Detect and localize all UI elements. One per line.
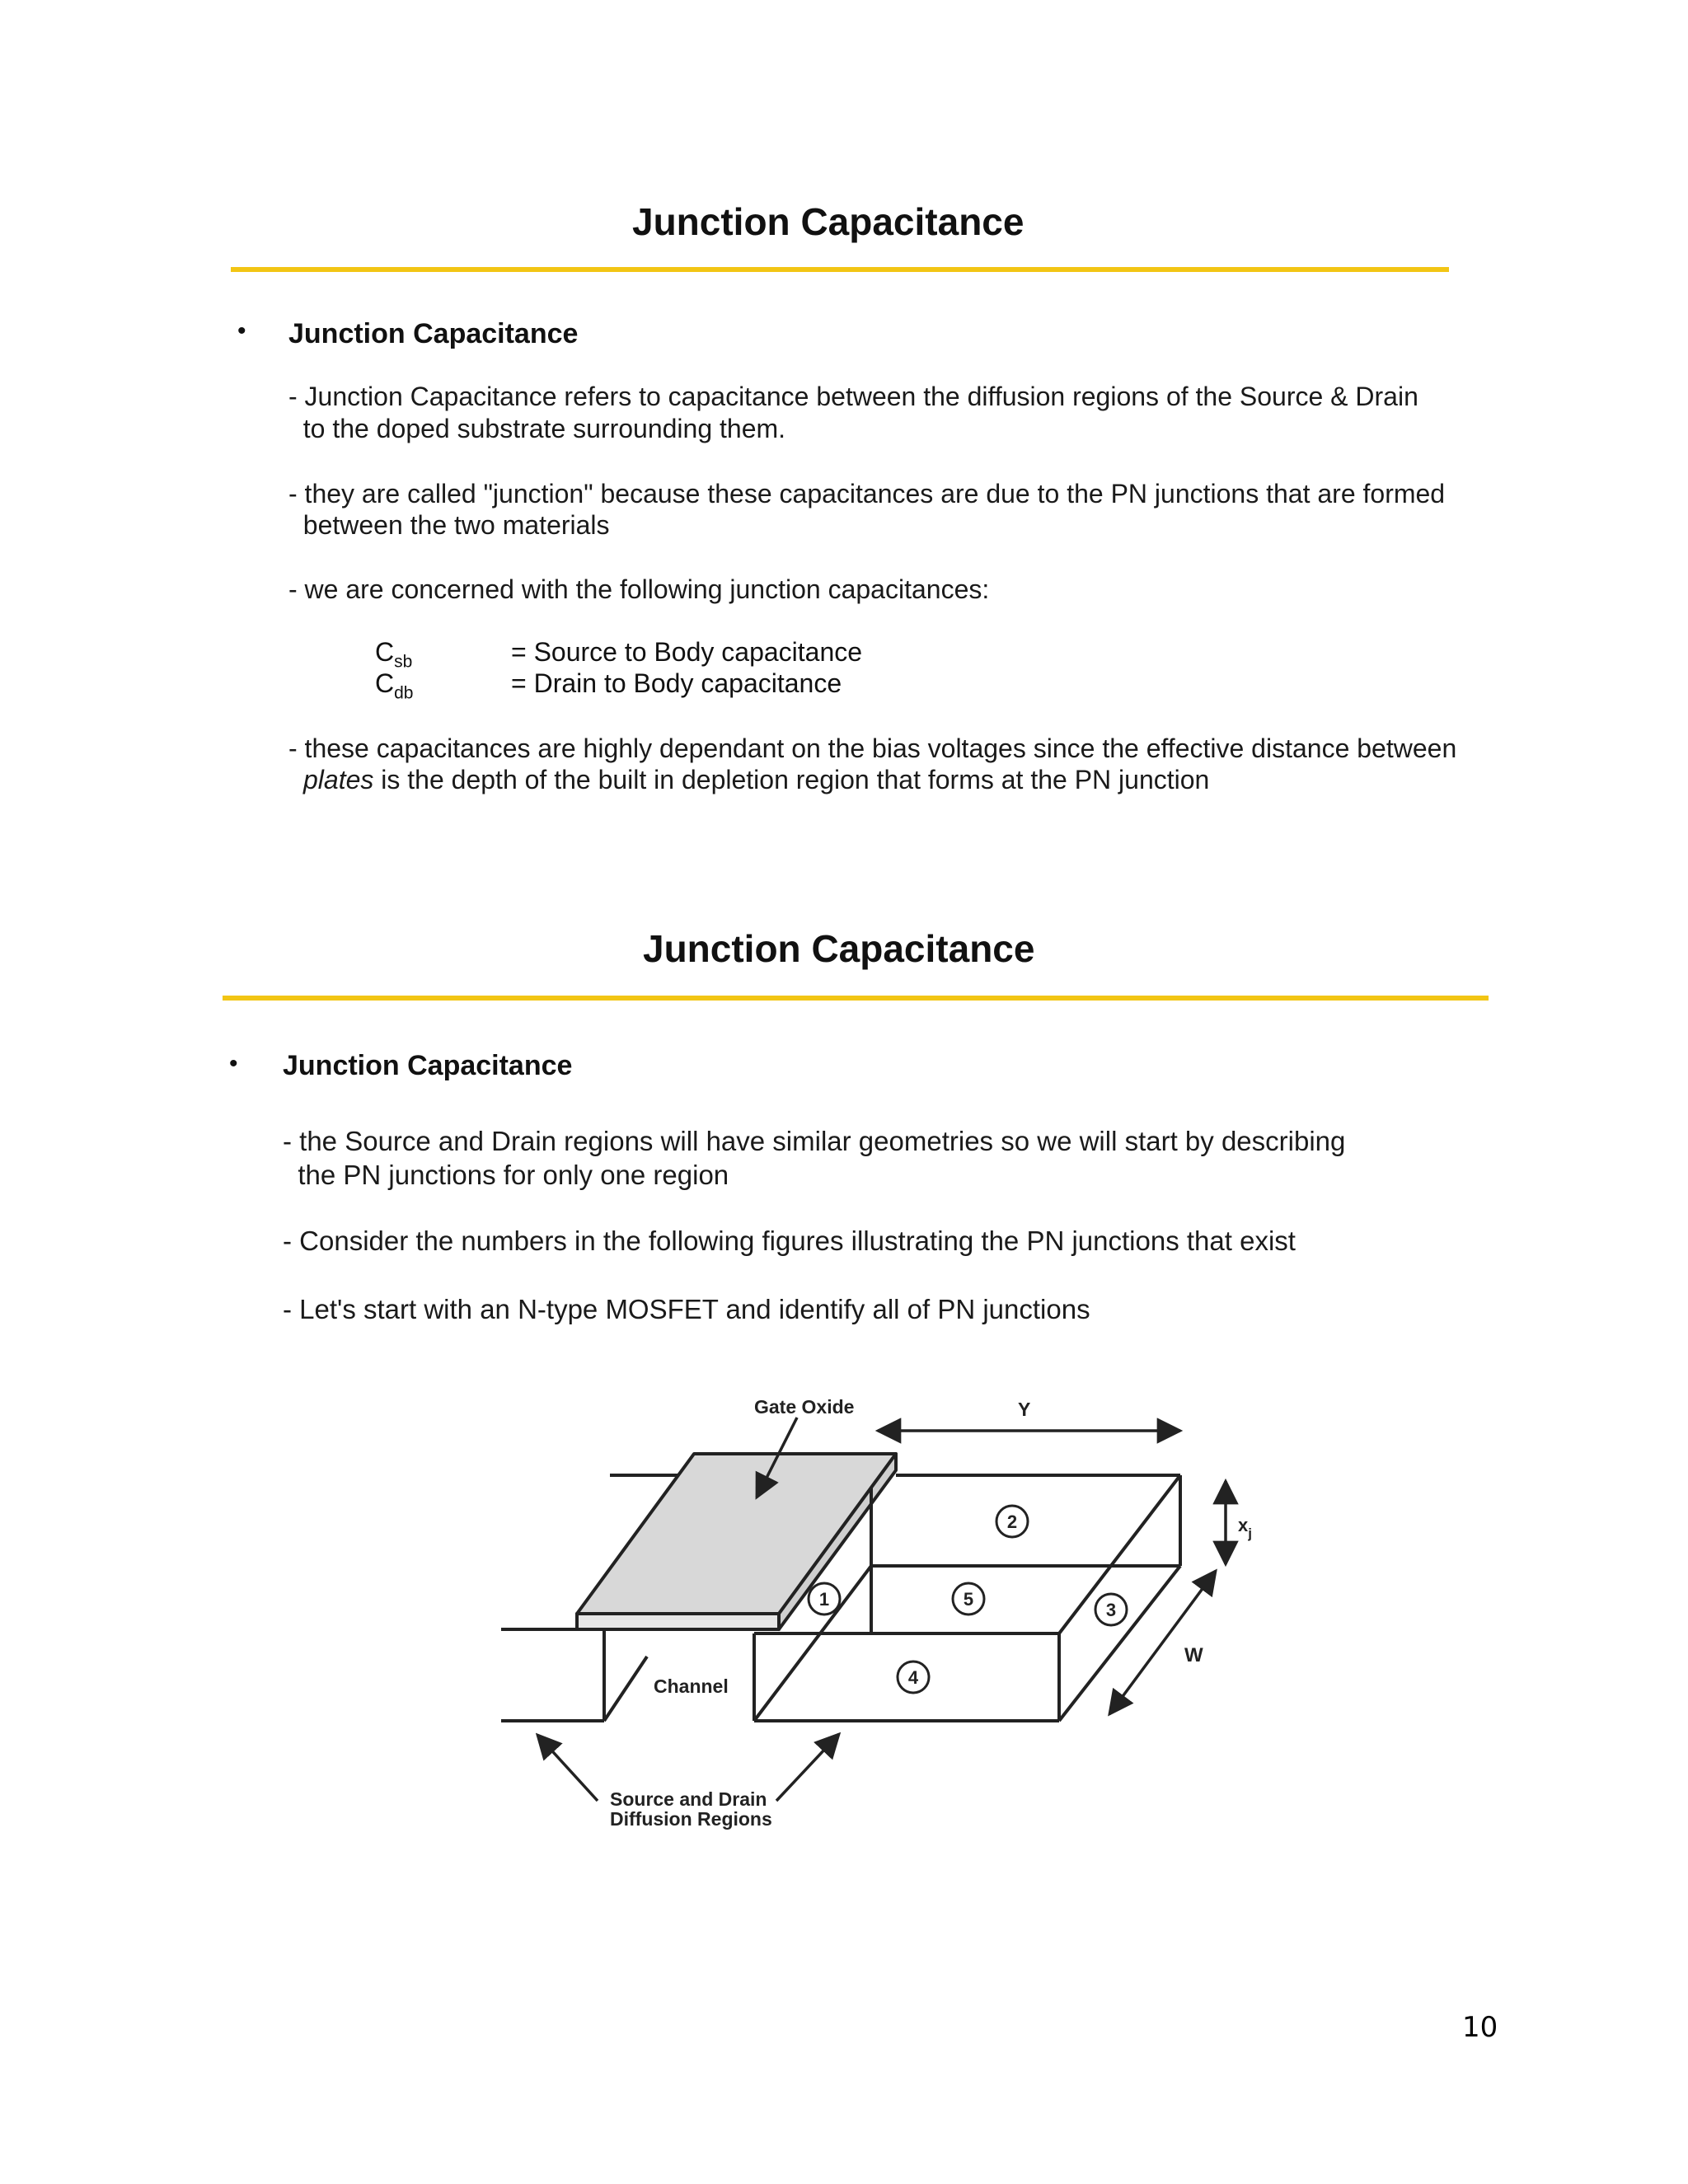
paragraph-line: - Junction Capacitance refers to capacitance between the diffusion regions of the Source & Drain xyxy=(288,382,1418,411)
xj-dimension-label: $x_j$ xyxy=(1238,1515,1252,1541)
paragraph-line: - we are concerned with the following junction capacitances: xyxy=(288,574,990,604)
paragraph-line: - Consider the numbers in the following figures illustrating the PN junctions that exist xyxy=(283,1226,1296,1256)
paragraph-line: - Let's start with an N-type MOSFET and identify all of PN junctions xyxy=(283,1294,1090,1324)
paragraph-line: to the doped substrate surrounding them. xyxy=(288,414,786,443)
title-underline xyxy=(231,267,1449,272)
bullet-marker: • xyxy=(229,1050,238,1077)
mosfet-junction-figure xyxy=(486,1385,1269,1830)
y-dimension-label: Y xyxy=(1018,1399,1031,1420)
capacitance-definition: = Source to Body capacitance xyxy=(511,637,863,667)
italic-word: plates xyxy=(303,765,374,794)
paragraph-line: - the Source and Drain regions will have similar geometries so we will start by describing xyxy=(283,1126,1346,1156)
page-number: 10 xyxy=(1462,2011,1498,2044)
capacitance-definition: = Drain to Body capacitance xyxy=(511,668,842,698)
junction-number: 3 xyxy=(1105,1600,1117,1620)
junction-number: 2 xyxy=(1006,1511,1018,1532)
bullet-heading: Junction Capacitance xyxy=(283,1050,573,1081)
bullet-heading: Junction Capacitance xyxy=(288,318,579,349)
gate-oxide-label: Gate Oxide xyxy=(754,1396,855,1418)
junction-number: 4 xyxy=(907,1667,919,1688)
capacitance-symbol: $C_{db}$ xyxy=(375,668,414,703)
capacitance-symbol: $C_{sb}$ xyxy=(375,637,413,672)
paragraph-line: plates is the depth of the built in depletion region that forms at the PN junction xyxy=(303,765,1210,794)
slide-title: Junction Capacitance xyxy=(643,927,1035,970)
title-underline xyxy=(223,996,1489,1001)
diffusion-regions-label: Diffusion Regions xyxy=(610,1808,772,1830)
paragraph-line: - they are called "junction" because these capacitances are due to the PN junctions that are formed xyxy=(288,479,1446,509)
paragraph-line: - these capacitances are highly dependant on the bias voltages since the effective distance between xyxy=(288,733,1457,763)
paragraph-line: the PN junctions for only one region xyxy=(283,1160,729,1190)
channel-label: Channel xyxy=(654,1675,729,1697)
junction-number: 1 xyxy=(818,1589,830,1610)
paragraph-line: between the two materials xyxy=(288,510,610,540)
w-dimension-label: W xyxy=(1184,1644,1203,1666)
diffusion-regions-label: Source and Drain xyxy=(610,1788,767,1810)
bullet-marker: • xyxy=(237,317,246,344)
junction-number: 5 xyxy=(963,1589,974,1610)
slide-title: Junction Capacitance xyxy=(632,200,1025,243)
